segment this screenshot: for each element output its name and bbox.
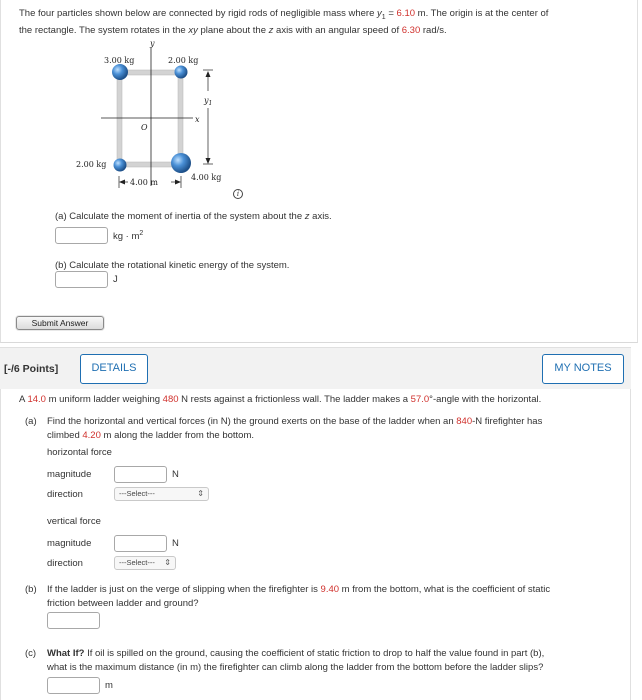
climb-distance-value: 4.20 <box>82 430 101 441</box>
mass-label-top-left: 3.00 kg <box>104 56 135 65</box>
problem-1-intro-line-1: The four particles shown below are connected by rigid rods of negligible mass where $y_1 = 6.10$ m. The origin is at the center of <box>19 8 549 21</box>
vertical-magnitude-input[interactable] <box>114 535 167 552</box>
vertical-force-heading: vertical force <box>47 516 101 527</box>
firefighter-weight-value: 840 <box>456 416 473 427</box>
info-icon[interactable]: i <box>233 189 243 199</box>
part-c-question-line-2: what is the maximum distance (in m) the firefighter can climb along the ladder from the bottom before the ladder slips? <box>47 662 544 673</box>
details-button[interactable]: DETAILS <box>80 354 148 384</box>
moment-of-inertia-input[interactable] <box>55 227 108 244</box>
max-climb-distance-unit: m <box>105 680 113 691</box>
origin-label: O <box>141 123 148 132</box>
vertical-direction-label: direction <box>47 558 83 569</box>
part-b-label: (b) <box>25 584 37 595</box>
horizontal-direction-select[interactable]: ---Select--- ⇕ <box>114 487 209 501</box>
y-axis-label: y <box>150 39 155 48</box>
particle-top-right <box>175 66 188 79</box>
vertical-magnitude-label: magnitude <box>47 538 92 549</box>
part-a-question-line-2: climbed 4.20 m along the ladder from the bottom. <box>47 430 255 441</box>
ladder-angle-value: 57.0 <box>410 394 430 405</box>
part-b-question: (b) Calculate the rotational kinetic energy of the system. <box>55 260 290 271</box>
my-notes-button[interactable]: MY NOTES <box>542 354 624 384</box>
rod-top <box>119 70 181 75</box>
particle-system-figure <box>71 36 241 196</box>
kinetic-energy-unit: J <box>113 274 118 285</box>
particle-bottom-right <box>171 153 191 173</box>
horizontal-magnitude-unit: N <box>172 469 179 480</box>
part-b-question-line-2: friction between ladder and ground? <box>47 598 199 609</box>
horizontal-force-heading: horizontal force <box>47 447 112 458</box>
problem-2-panel <box>0 389 631 700</box>
submit-answer-button[interactable]: Submit Answer <box>16 316 104 330</box>
vertical-magnitude-unit: N <box>172 538 179 549</box>
particle-bottom-left <box>114 159 127 172</box>
chevron-updown-icon: ⇕ <box>164 558 171 567</box>
horizontal-magnitude-input[interactable] <box>114 466 167 483</box>
part-b-question-line-1: If the ladder is just on the verge of slipping when the firefighter is 9.40 m from the bottom, what is the coefficient of static <box>47 584 551 595</box>
part-c-question-line-1: What If? If oil is spilled on the ground, causing the coefficient of static friction to drop to half the value found in part (b), <box>47 648 545 659</box>
slip-distance-value: 9.40 <box>320 584 340 595</box>
max-climb-distance-input[interactable] <box>47 677 100 694</box>
horizontal-magnitude-label: magnitude <box>47 469 92 480</box>
ladder-length-value: 14.0 <box>27 394 46 405</box>
part-a-question: (a) Calculate the moment of inertia of the system about the z axis. <box>55 211 332 222</box>
part-a-label: (a) <box>25 416 37 427</box>
mass-label-bottom-right: 4.00 kg <box>191 173 222 182</box>
mass-label-bottom-left: 2.00 kg <box>76 160 107 169</box>
part-c-label: (c) <box>25 648 37 659</box>
chevron-updown-icon: ⇕ <box>197 489 204 498</box>
x-axis-label: x <box>195 115 200 124</box>
particle-top-left <box>112 64 128 80</box>
horizontal-direction-label: direction <box>47 489 83 500</box>
moment-of-inertia-unit: kg · $m^2$ <box>113 230 144 243</box>
mass-label-top-right: 2.00 kg <box>168 56 199 65</box>
y1-dimension-label: $y_1$ <box>204 96 213 107</box>
points-label: [-/6 Points] <box>4 363 59 375</box>
ladder-weight-value: 480 <box>162 394 179 405</box>
y1-value: 6.10 <box>396 8 416 19</box>
problem-2-intro: A 14.0 m uniform ladder weighing 480 N rests against a frictionless wall. The ladder makes a 57.0°-angle with the horizontal. <box>19 394 542 405</box>
width-label: 4.00 m <box>130 178 158 187</box>
angular-speed-value: 6.30 <box>401 25 421 36</box>
problem-1-panel <box>0 0 638 343</box>
part-a-question-line-1: Find the horizontal and vertical forces (in N) the ground exerts on the base of the ladder when an 840-N firefighter has <box>47 416 543 427</box>
width-arrow-left <box>119 180 125 185</box>
width-arrow-right <box>175 180 181 185</box>
problem-1-intro-line-2: the rectangle. The system rotates in the xy plane about the z axis with an angular speed of 6.30 rad/s. <box>19 25 447 36</box>
question-header <box>0 347 631 389</box>
kinetic-energy-input[interactable] <box>55 271 108 288</box>
static-friction-input[interactable] <box>47 612 100 629</box>
vertical-direction-select[interactable]: ---Select--- ⇕ <box>114 556 176 570</box>
